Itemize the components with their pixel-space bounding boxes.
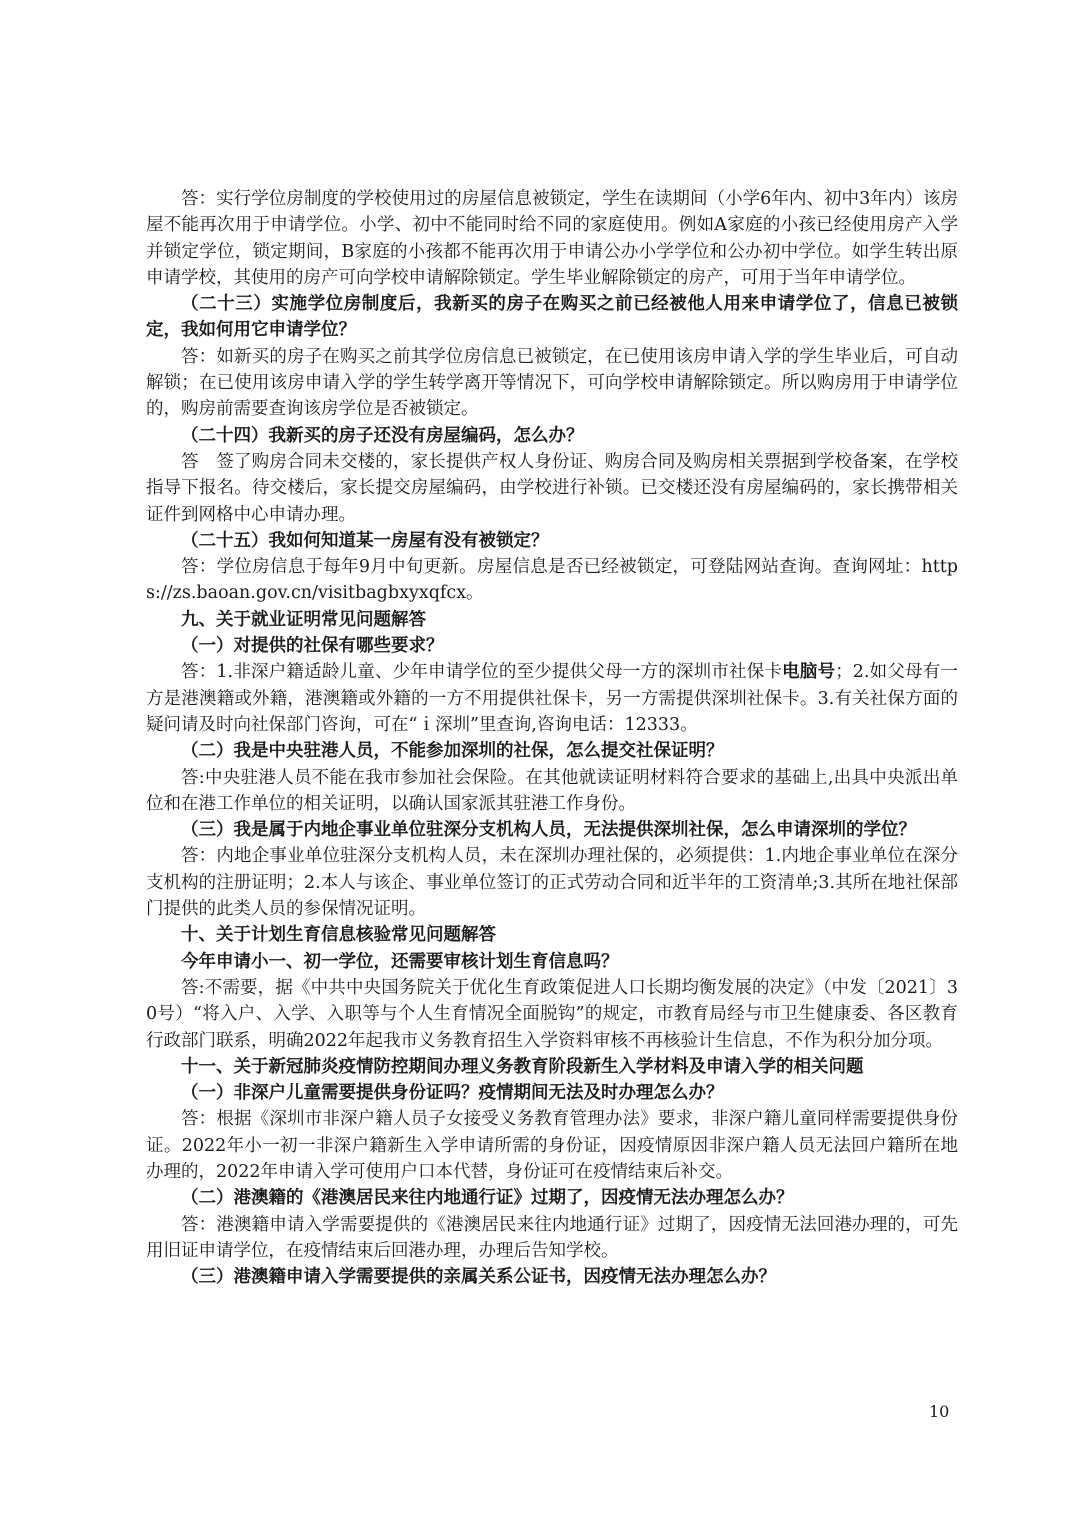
question-11-3: （三）港澳籍申请入学需要提供的亲属关系公证书，因疫情无法办理怎么办？ (181, 1267, 776, 1288)
question-9-1: （一）对提供的社保有哪些要求？ (181, 636, 444, 657)
question-23: （二十三）实施学位房制度后，我新买的房子在购买之前已经被他人用来申请学位了，信息已被锁定，我如何用它申请学位？ (146, 294, 958, 341)
answer-10: 答:不需要，据《中共中央国务院关于优化生育政策促进人口长期均衡发展的决定》（中发〔2021〕30号）“将入户、入学、入职等与个人生育情况全面脱钩”的规定，市教育局经与市卫生健康委、各区教育行政部门联系，明确2022年起我市义务教育招生入学资料审核不再核验计生信息，不作为积分加分项。 (146, 977, 958, 1051)
answer-11-1: 答：根据《深圳市非深户籍人员子女接受义务教育管理办法》要求，非深户籍儿童同样需要提供身份证。2022年小一初一非深户籍新生入学申请所需的身份证，因疫情原因非深户籍人员无法回户籍所在地办理的，2022年申请入学可使用户口本代替，身份证可在疫情结束后补交。 (146, 1109, 958, 1182)
answer-9-2: 答:中央驻港人员不能在我市参加社会保险。在其他就读证明材料符合要求的基础上,出具中央派出单位和在港工作单位的相关证明，以确认国家派其驻港工作身份。 (146, 767, 958, 814)
answer-9-1-part-1: 答：1.非深户籍适龄儿童、少年申请学位的至少提供父母一方的深圳市社保卡 (181, 662, 783, 683)
question-11-2: （二）港澳籍的《港澳居民来往内地通行证》过期了，因疫情无法办理怎么办？ (181, 1188, 794, 1209)
answer-22: 答：实行学位房制度的学校使用过的房屋信息被锁定，学生在读期间（小学6年内、初中3年内）该房屋不能再次用于申请学位。小学、初中不能同时给不同的家庭使用。例如A家庭的小孩已经使用房产入学并锁定学位，锁定期间，B家庭的小孩都不能再次用于申请公办小学学位和公办初中学位。如学生转出原申请学校，其使用的房产可向学校申请解除锁定。学生毕业解除锁定的房产，可用于当年申请学位。 (146, 189, 958, 288)
answer-9-3: 答：内地企事业单位驻深分支机构人员，未在深圳办理社保的，必须提供：1.内地企事业单位在深分支机构的注册证明；2.本人与该企、事业单位签订的正式劳动合同和近半年的工资清单;3.其所在地社保部门提供的此类人员的参保情况证明。 (146, 846, 958, 920)
question-24: （二十四）我新买的房子还没有房屋编码，怎么办？ (181, 425, 584, 446)
question-9-3: （三）我是属于内地企事业单位驻深分支机构人员，无法提供深圳社保，怎么申请深圳的学位？ (181, 820, 916, 841)
section-heading-11: 十一、关于新冠肺炎疫情防控期间办理义务教育阶段新生入学材料及申请入学的相关问题 (181, 1056, 864, 1077)
document-body (146, 186, 958, 1290)
section-heading-10: 十、关于计划生育信息核验常见问题解答 (181, 925, 496, 946)
answer-9-1-part-2: ；2.如父母有一方是港澳籍或外籍，港澳籍或外籍的一方不用提供社保卡，另一方需提供深圳社保卡。3.有关社保方面的疑问请及时向社保部门咨询，可在“ｉ深圳”里查询,咨询电话：12333。 (146, 662, 959, 735)
question-9-2: （二）我是中央驻港人员，不能参加深圳的社保，怎么提交社保证明？ (181, 741, 724, 762)
question-11-1: （一）非深户儿童需要提供身份证吗？疫情期间无法及时办理怎么办？ (181, 1083, 724, 1104)
answer-11-2: 答：港澳籍申请入学需要提供的《港澳居民来往内地通行证》过期了，因疫情无法回港办理的，可先用旧证申请学位，在疫情结束后回港办理，办理后告知学校。 (146, 1214, 958, 1261)
answer-9-1 (146, 659, 958, 738)
answer-23: 答：如新买的房子在购买之前其学位房信息已被锁定，在已使用该房申请入学的学生毕业后，可自动解锁；在已使用该房申请入学的学生转学离开等情况下，可向学校申请解除锁定。所以购房用于申请学位的，购房前需要查询该房学位是否被锁定。 (146, 346, 958, 420)
section-heading-9: 九、关于就业证明常见问题解答 (181, 609, 426, 630)
answer-9-1-emphasis: 电脑号 (782, 662, 836, 683)
answer-24: 答 签了购房合同未交楼的，家长提供产权人身份证、购房合同及购房相关票据到学校备案，在学校指导下报名。待交楼后，家长提交房屋编码，由学校进行补锁。已交楼还没有房屋编码的，家长携带相关证件到网格中心申请办理。 (146, 451, 958, 525)
question-25: （二十五）我如何知道某一房屋有没有被锁定？ (181, 530, 549, 551)
question-10: 今年申请小一、初一学位，还需要审核计划生育信息吗？ (181, 951, 619, 972)
answer-25: 答：学位房信息于每年9月中旬更新。房屋信息是否已经被锁定，可登陆网站查询。查询网址：https://zs.baoan.gov.cn/visitbagbxyxqfcx。 (146, 557, 958, 604)
page-number: 10 (929, 1402, 950, 1421)
